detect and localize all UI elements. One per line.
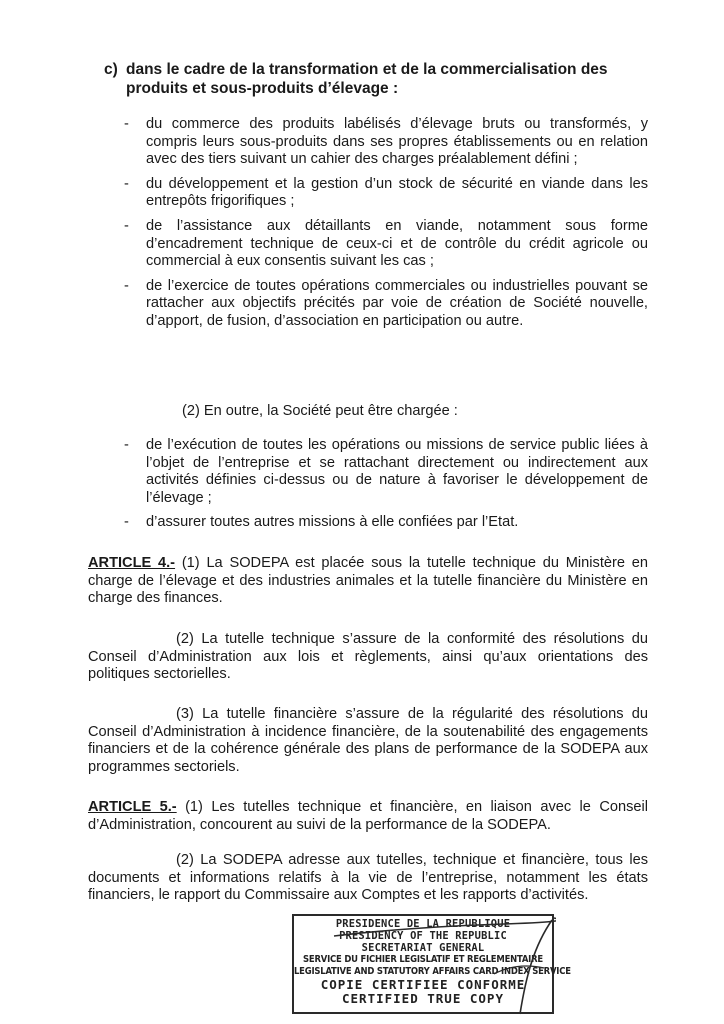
list-item: - de l’exercice de toutes opérations commerciales ou industrielles pouvant se rattacher aux objectifs précités par voie de création de Société nouvelle, d’apport, de fusion, d’association en participation ou autre. xyxy=(124,277,648,329)
article-4-label: ARTICLE 4.- xyxy=(88,555,176,571)
stamp-line: COPIE CERTIFIEE CONFORME xyxy=(320,977,526,992)
stamp-line: LEGISLATIVE AND STATUTORY AFFAIRS CARD INDEX SERVICE xyxy=(294,966,571,977)
list-item-text: d’assurer toutes autres missions à elle confiées par l’Etat. xyxy=(146,514,519,531)
list-item-text: de l’assistance aux détaillants en viande, notamment sous forme d’encadrement technique de ceux-ci et de contrôle du crédit agricole ou commercial à eux consentis suivant les cas ; xyxy=(146,217,648,270)
additional-missions-list xyxy=(124,437,648,539)
list-item: - de l’assistance aux détaillants en viande, notamment sous forme d’encadrement technique de ceux-ci et de contrôle du crédit agricole ou commercial à eux consentis suivant les cas ; xyxy=(124,217,648,270)
article-5-p1-text: (1) Les tutelles technique et financière, en liaison avec le Conseil d’Administration, concourent au suivi de la performance de la SODEPA. xyxy=(88,799,648,833)
article-4-paragraph-1 xyxy=(88,555,648,608)
article-4-paragraph-3: (3) La tutelle financière s’assure de la régularité des résolutions du Conseil d’Administration à incidence financière, de la soutenabilité des engagements financiers et de la cohérence générale des plans de performance de la SODEPA aux programmes sectoriels. xyxy=(88,706,648,775)
stamp-line: CERTIFIED TRUE COPY xyxy=(342,991,504,1006)
list-item: - du commerce des produits labélisés d’élevage bruts ou transformés, y compris leurs sous-produits dans ses propres établissements ou en relation avec des tiers suivant un cahier des charges préalablement défini ; xyxy=(124,116,648,168)
list-item: - du développement et la gestion d’un stock de sécurité en viande dans les entrepôts frigorifiques ; xyxy=(124,175,648,210)
paragraph-2-intro: (2) En outre, la Société peut être chargée : xyxy=(182,403,458,419)
article-5-label: ARTICLE 5.- xyxy=(88,799,177,815)
transformation-list xyxy=(124,116,648,338)
section-c-heading xyxy=(104,60,664,98)
article-5-paragraph-2: (2) La SODEPA adresse aux tutelles, technique et financière, tous les documents et informations relatifs à la vie de l’entreprise, notamment les états financiers, le rapport du Commissaire aux Comptes et les rapports d’activités. xyxy=(88,852,648,904)
stamp-line: PRESIDENCE DE LA REPUBLIQUE xyxy=(335,918,511,930)
list-item-text: de l’exercice de toutes opérations commerciales ou industrielles pouvant se rattacher aux objectifs précités par voie de création de Société nouvelle, d’apport, de fusion, d’association en participation ou autre. xyxy=(146,277,648,329)
section-c-line1: dans le cadre de la transformation et de la commercialisation des xyxy=(126,61,608,78)
stamp-line: SECRETARIAT GENERAL xyxy=(361,942,485,954)
article-5-paragraph-1 xyxy=(88,799,648,834)
list-item-text: du commerce des produits labélisés d’élevage bruts ou transformés, y compris leurs sous-produits dans ses propres établissements ou en relation avec des tiers suivant un cahier des charges préalablement défini ; xyxy=(146,116,648,168)
section-c-letter: c) xyxy=(104,61,118,78)
article-4-paragraph-2: (2) La tutelle technique s’assure de la conformité des résolutions du Conseil d’Administration aux lois et règlements, ainsi qu’aux orientations des politiques sectorielles. xyxy=(88,631,648,683)
list-item-text: de l’exécution de toutes les opérations ou missions de service public liées à l’objet de l’entreprise et se rattachant directement ou indirectement aux activités définies ci-dessus ou de nature à favoriser le développement de l’élevage ; xyxy=(146,437,648,506)
list-item: - de l’exécution de toutes les opérations ou missions de service public liées à l’objet de l’entreprise et se rattachant directement ou indirectement aux activités définies ci-dessus ou de nature à favoriser le développement de l’élevage ; xyxy=(124,437,648,506)
article-4-p1-text: (1) La SODEPA est placée sous la tutelle technique du Ministère en charge de l’élevage et des industries animales et la tutelle financière du Ministère en charge des finances. xyxy=(88,555,648,607)
certification-stamp xyxy=(292,914,571,1014)
list-item-text: du développement et la gestion d’un stock de sécurité en viande dans les entrepôts frigorifiques ; xyxy=(146,175,648,210)
stamp-line: SERVICE DU FICHIER LEGISLATIF ET REGLEMENTAIRE xyxy=(303,954,543,965)
stamp-line: PRESIDENCY OF THE REPUBLIC xyxy=(339,930,507,942)
list-item: - d’assurer toutes autres missions à elle confiées par l’Etat. xyxy=(124,514,519,531)
section-c-line2: produits et sous-produits d’élevage : xyxy=(126,80,399,97)
